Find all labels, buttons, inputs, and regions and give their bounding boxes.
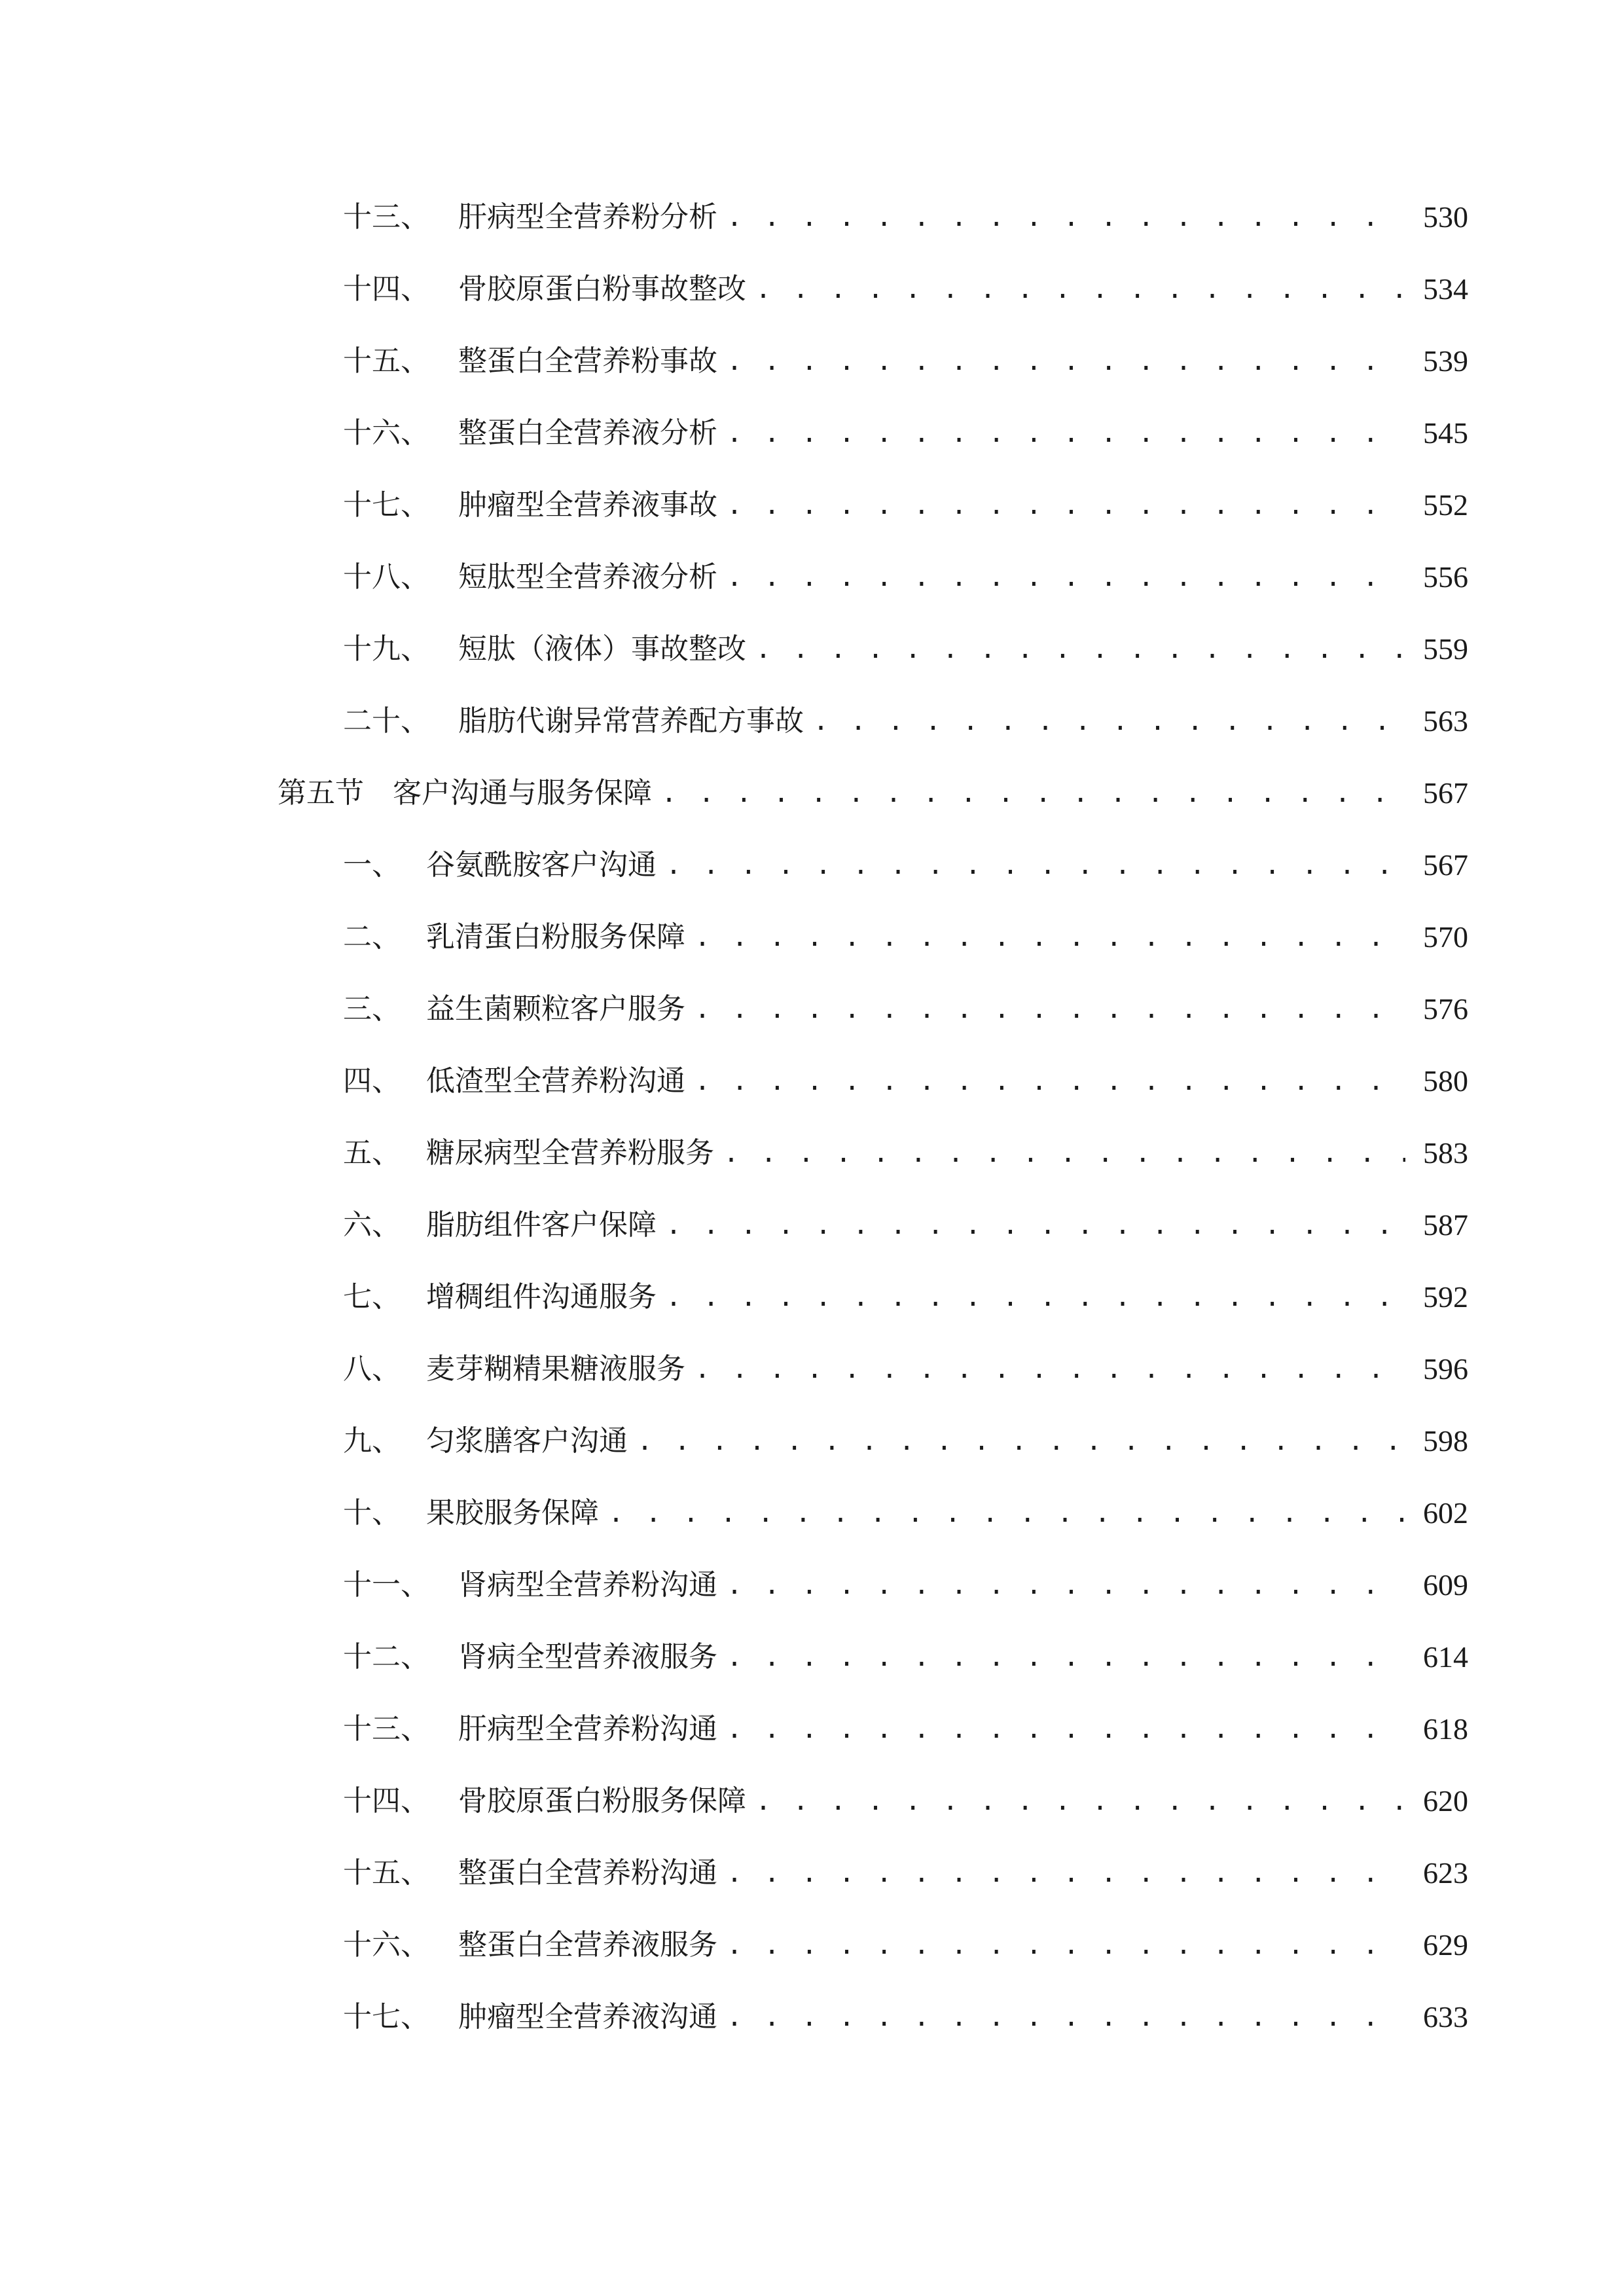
toc-entry-page-number: 559 <box>1423 632 1468 666</box>
toc-entry-title: 骨胶原蛋白粉事故整改 <box>458 272 746 306</box>
toc-entry-page-number: 580 <box>1423 1064 1468 1098</box>
toc-dot-leader <box>727 407 1405 459</box>
toc-entry[interactable] <box>343 1559 1468 1611</box>
toc-entry-title: 整蛋白全营养粉沟通 <box>458 1856 717 1890</box>
toc-entry-title: 肝病型全营养粉沟通 <box>458 1712 717 1746</box>
toc-entry-number: 十七、 <box>343 488 429 522</box>
toc-entry-title: 糖尿病型全营养粉服务 <box>426 1136 714 1170</box>
toc-dot-leader <box>666 839 1405 891</box>
toc-entry-page-number: 552 <box>1423 488 1468 522</box>
toc-dot-leader <box>695 1343 1405 1395</box>
toc-entry-title: 脂肪代谢异常营养配方事故 <box>458 704 804 738</box>
toc-dot-leader <box>695 911 1405 963</box>
toc-entry-page-number: 583 <box>1423 1136 1468 1170</box>
toc-entry-title: 增稠组件沟通服务 <box>426 1280 657 1314</box>
toc-entry-page-number: 620 <box>1423 1784 1468 1818</box>
toc-entry-number: 二、 <box>343 920 401 954</box>
toc-entry[interactable] <box>343 479 1468 531</box>
toc-entry-number: 十一、 <box>343 1568 429 1602</box>
toc-entry-page-number: 587 <box>1423 1208 1468 1242</box>
toc-entry-page-number: 563 <box>1423 704 1468 738</box>
toc-entry[interactable] <box>343 191 1468 243</box>
toc-entry[interactable] <box>343 1271 1468 1323</box>
toc-entry[interactable] <box>343 695 1468 747</box>
toc-dot-leader <box>727 1559 1405 1611</box>
toc-entry-title: 益生菌颗粒客户服务 <box>426 992 685 1026</box>
toc-entry-title: 短肽（液体）事故整改 <box>458 632 746 666</box>
toc-entry-title: 整蛋白全营养液服务 <box>458 1928 717 1962</box>
toc-entry[interactable] <box>343 335 1468 387</box>
toc-dot-leader <box>608 1487 1405 1539</box>
toc-entry-number: 十二、 <box>343 1640 429 1674</box>
toc-entry-title: 骨胶原蛋白粉服务保障 <box>458 1784 746 1818</box>
toc-entry-number: 十四、 <box>343 272 429 306</box>
toc-entry-number: 十四、 <box>343 1784 429 1818</box>
toc-dot-leader <box>666 1271 1405 1323</box>
toc-entry-title: 整蛋白全营养粉事故 <box>458 344 717 378</box>
toc-entry[interactable] <box>343 1199 1468 1251</box>
toc-entry-page-number: 614 <box>1423 1640 1468 1674</box>
toc-entry-page-number: 534 <box>1423 272 1468 306</box>
toc-entry-title: 麦芽糊精果糖液服务 <box>426 1352 685 1386</box>
toc-entry-title: 客户沟通与服务保障 <box>393 776 652 810</box>
toc-entry-page-number: 576 <box>1423 992 1468 1026</box>
toc-entry-page-number: 556 <box>1423 560 1468 594</box>
toc-entry-title: 果胶服务保障 <box>426 1496 599 1530</box>
toc-dot-leader <box>755 263 1405 315</box>
toc-dot-leader <box>727 1991 1405 2043</box>
toc-entry-title: 肿瘤型全营养液事故 <box>458 488 717 522</box>
toc-dot-leader <box>695 1055 1405 1107</box>
toc-dot-leader <box>755 1775 1405 1827</box>
toc-entry-page-number: 602 <box>1423 1496 1468 1530</box>
toc-entry-number: 九、 <box>343 1424 401 1458</box>
toc-dot-leader <box>727 551 1405 603</box>
toc-entry-title: 肾病型全营养粉沟通 <box>458 1568 717 1602</box>
toc-entry-number: 十三、 <box>343 200 429 234</box>
toc-entry-number: 十五、 <box>343 1856 429 1890</box>
toc-entry-number: 十七、 <box>343 2000 429 2034</box>
toc-entry-title: 谷氨酰胺客户沟通 <box>426 848 657 882</box>
toc-dot-leader <box>727 1703 1405 1755</box>
toc-entry[interactable] <box>343 1631 1468 1683</box>
toc-dot-leader <box>727 191 1405 243</box>
toc-entry-number: 七、 <box>343 1280 401 1314</box>
toc-entry[interactable] <box>343 407 1468 459</box>
toc-entry[interactable] <box>343 911 1468 963</box>
toc-entry-title: 肿瘤型全营养液沟通 <box>458 2000 717 2034</box>
toc-entry-number: 十八、 <box>343 560 429 594</box>
toc-entry-page-number: 567 <box>1423 848 1468 882</box>
toc-entry-number: 一、 <box>343 848 401 882</box>
toc-entry-title: 乳清蛋白粉服务保障 <box>426 920 685 954</box>
toc-dot-leader <box>637 1415 1405 1467</box>
toc-entry-page-number: 623 <box>1423 1856 1468 1890</box>
toc-entry-page-number: 633 <box>1423 2000 1468 2034</box>
toc-entry-page-number: 629 <box>1423 1928 1468 1962</box>
toc-entry-number: 十三、 <box>343 1712 429 1746</box>
toc-dot-leader <box>727 1631 1405 1683</box>
toc-entry-page-number: 609 <box>1423 1568 1468 1602</box>
toc-entry[interactable] <box>343 1775 1468 1827</box>
toc-entry[interactable] <box>343 983 1468 1035</box>
toc-entry-title: 低渣型全营养粉沟通 <box>426 1064 685 1098</box>
toc-section-heading[interactable] <box>278 767 1468 819</box>
toc-entry[interactable] <box>343 1055 1468 1107</box>
toc-entry[interactable] <box>343 551 1468 603</box>
toc-entry-page-number: 530 <box>1423 200 1468 234</box>
toc-dot-leader <box>755 623 1405 675</box>
toc-entry[interactable] <box>343 263 1468 315</box>
toc-dot-leader <box>661 767 1405 819</box>
toc-entry-number: 六、 <box>343 1208 401 1242</box>
toc-entry[interactable] <box>343 1415 1468 1467</box>
toc-entry-page-number: 567 <box>1423 776 1468 810</box>
toc-entry-number: 十五、 <box>343 344 429 378</box>
toc-entry-page-number: 596 <box>1423 1352 1468 1386</box>
toc-entry-title: 短肽型全营养液分析 <box>458 560 717 594</box>
toc-entry[interactable] <box>343 1703 1468 1755</box>
toc-entry-title: 肾病全型营养液服务 <box>458 1640 717 1674</box>
toc-entry[interactable] <box>343 839 1468 891</box>
toc-dot-leader <box>723 1127 1405 1179</box>
toc-entry-title: 整蛋白全营养液分析 <box>458 416 717 450</box>
toc-entry[interactable] <box>343 1919 1468 1971</box>
toc-entry-number: 三、 <box>343 992 401 1026</box>
toc-dot-leader <box>666 1199 1405 1251</box>
toc-entry-number: 第五节 <box>278 776 364 810</box>
toc-entry-title: 匀浆膳客户沟通 <box>426 1424 628 1458</box>
toc-entry-page-number: 618 <box>1423 1712 1468 1746</box>
toc-entry-number: 五、 <box>343 1136 401 1170</box>
toc-dot-leader <box>695 983 1405 1035</box>
toc-entry[interactable] <box>343 1847 1468 1899</box>
toc-entry-number: 八、 <box>343 1352 401 1386</box>
toc-dot-leader <box>727 1919 1405 1971</box>
toc-entry[interactable] <box>343 623 1468 675</box>
toc-entry-page-number: 570 <box>1423 920 1468 954</box>
toc-entry[interactable] <box>343 1487 1468 1539</box>
toc-entry[interactable] <box>343 1127 1468 1179</box>
toc-dot-leader <box>727 479 1405 531</box>
toc-entry-page-number: 545 <box>1423 416 1468 450</box>
toc-entry-number: 二十、 <box>343 704 429 738</box>
toc-entry-title: 脂肪组件客户保障 <box>426 1208 657 1242</box>
toc-dot-leader <box>813 695 1405 747</box>
toc-entry-page-number: 598 <box>1423 1424 1468 1458</box>
toc-entry[interactable] <box>343 1991 1468 2043</box>
toc-entry-number: 四、 <box>343 1064 401 1098</box>
toc-entry-page-number: 539 <box>1423 344 1468 378</box>
toc-dot-leader <box>727 335 1405 387</box>
toc-entry-number: 十六、 <box>343 416 429 450</box>
toc-entry-title: 肝病型全营养粉分析 <box>458 200 717 234</box>
toc-entry-number: 十九、 <box>343 632 429 666</box>
toc-entry-number: 十六、 <box>343 1928 429 1962</box>
toc-dot-leader <box>727 1847 1405 1899</box>
toc-entry-number: 十、 <box>343 1496 401 1530</box>
toc-entry[interactable] <box>343 1343 1468 1395</box>
toc-entry-page-number: 592 <box>1423 1280 1468 1314</box>
